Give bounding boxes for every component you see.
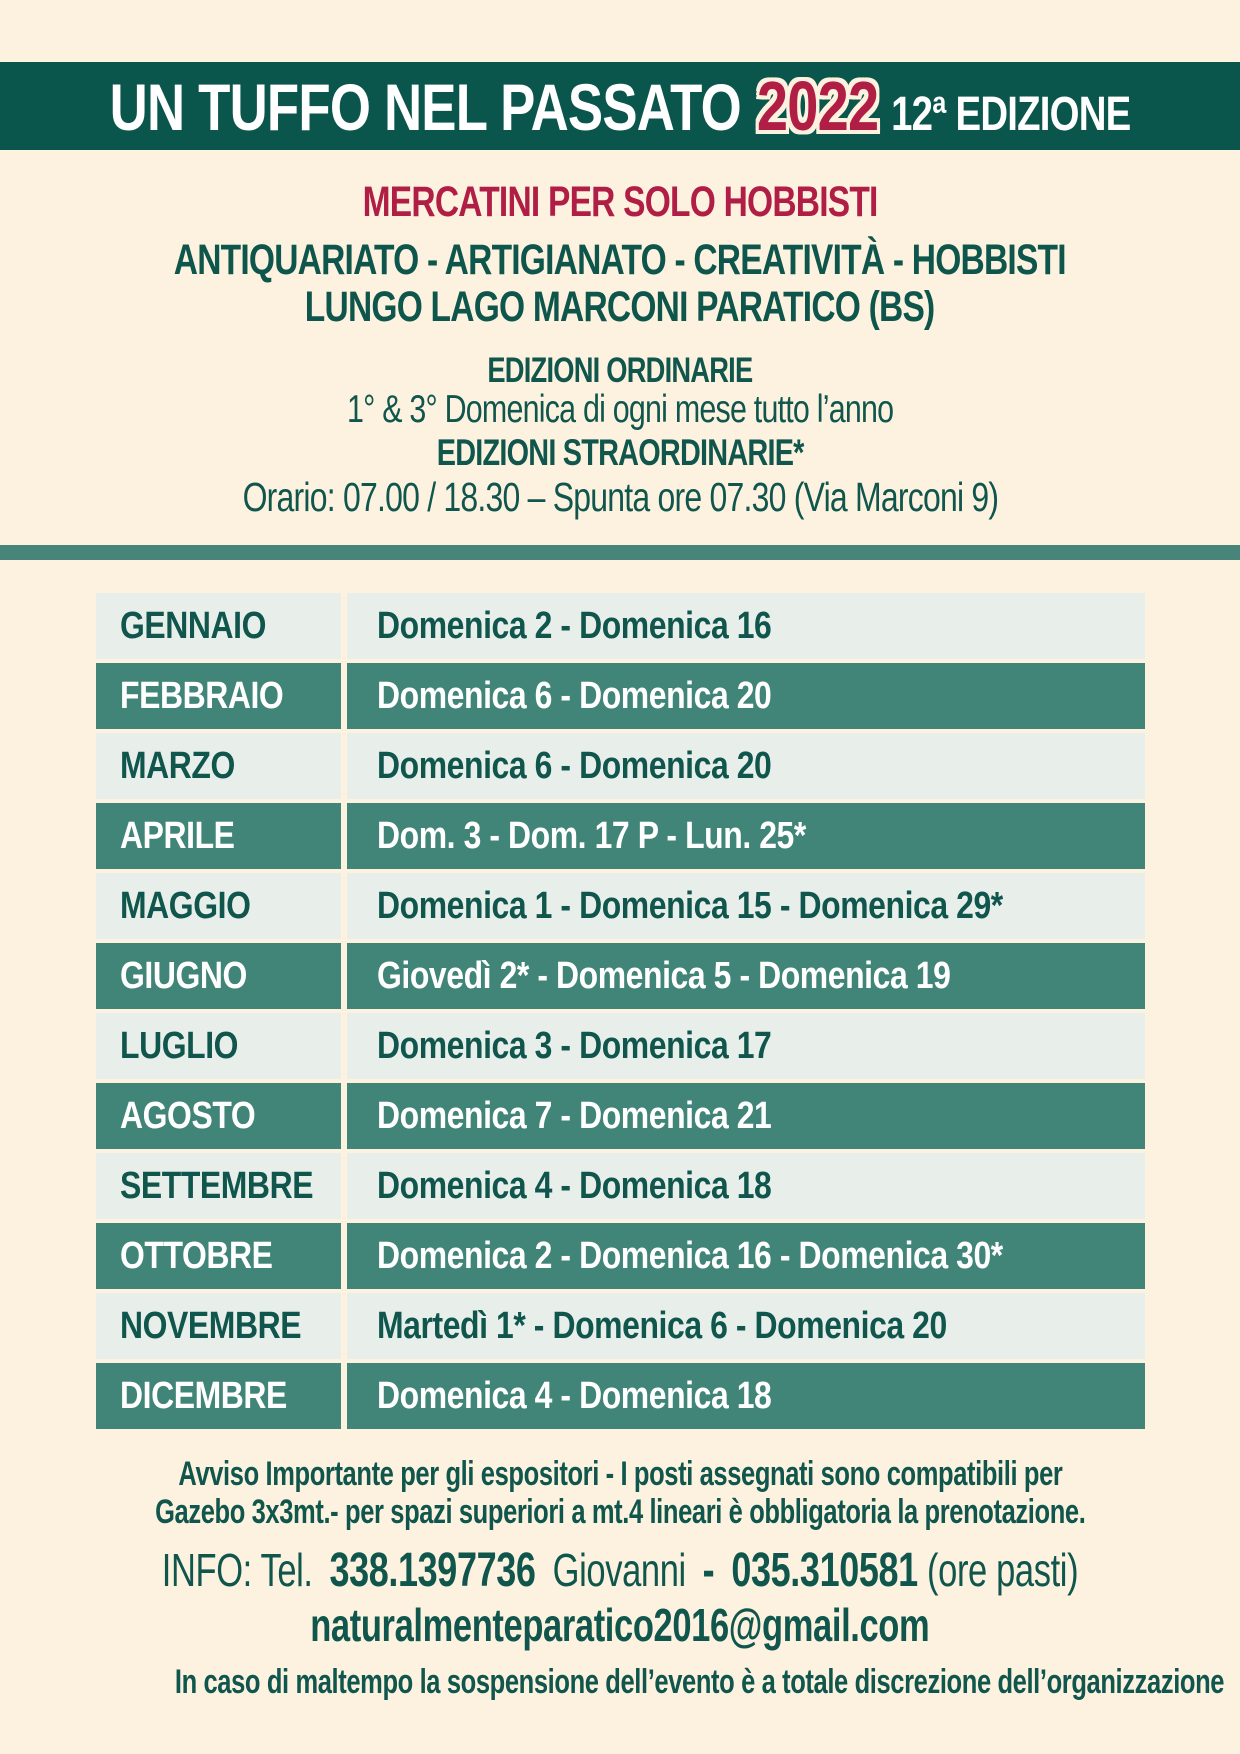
ordinary-editions-detail-text: 1° & 3° Domenica di ogni mese tutto l’anno (346, 388, 894, 431)
dates-cell (347, 1013, 1145, 1079)
dates-label: Domenica 1 - Domenica 15 - Domenica 29* (377, 884, 1003, 927)
dates-cell (347, 593, 1145, 659)
schedule-table (96, 593, 1145, 1429)
month-label: NOVEMBRE (120, 1304, 302, 1347)
month-cell (96, 593, 341, 659)
divider-bar (0, 545, 1240, 560)
extraordinary-editions-title (0, 432, 1240, 474)
dates-label: Domenica 3 - Domenica 17 (377, 1024, 772, 1067)
event-title: UN TUFFO NEL PASSATO (109, 70, 741, 144)
event-location (0, 283, 1240, 332)
dates-label: Dom. 3 - Dom. 17 P - Lun. 25* (377, 814, 806, 857)
event-year: 2022 (756, 67, 879, 145)
opening-hours (0, 474, 1240, 521)
month-label: MARZO (120, 744, 235, 787)
dates-cell (347, 1083, 1145, 1149)
dates-cell (347, 943, 1145, 1009)
event-subtitle-text: MERCATINI PER SOLO HOBBISTI (362, 178, 878, 226)
exhibitor-notice-line2 (0, 1493, 1240, 1532)
month-label: FEBBRAIO (120, 674, 284, 717)
phone-number-1: 338.1397736 (329, 1544, 536, 1597)
month-cell (96, 1153, 341, 1219)
month-cell (96, 1363, 341, 1429)
dates-cell (347, 1363, 1145, 1429)
exhibitor-notice-line1 (0, 1455, 1240, 1494)
contact-name: Giovanni (552, 1544, 686, 1596)
dates-label: Domenica 4 - Domenica 18 (377, 1164, 772, 1207)
month-cell (96, 873, 341, 939)
month-label: DICEMBRE (120, 1374, 287, 1417)
phone-2-note: (ore pasti) (927, 1544, 1079, 1596)
dates-label: Giovedì 2* - Domenica 5 - Domenica 19 (377, 954, 951, 997)
contact-info-group (162, 1543, 1078, 1598)
opening-hours-text: Orario: 07.00 / 18.30 – Spunta ore 07.30 (Via Marconi 9) (242, 474, 998, 520)
event-location-text: LUNGO LAGO MARCONI PARATICO (BS) (305, 283, 935, 331)
dates-label: Domenica 2 - Domenica 16 - Domenica 30* (377, 1234, 1003, 1277)
exhibitor-notice-line2-text: Gazebo 3x3mt.- per spazi superiori a mt.4 lineari è obbligatoria la prenotazione. (155, 1493, 1086, 1531)
month-label: GIUGNO (120, 954, 247, 997)
dates-label: Domenica 6 - Domenica 20 (377, 744, 772, 787)
month-cell (96, 663, 341, 729)
header-band (0, 62, 1240, 150)
month-label: SETTEMBRE (120, 1164, 314, 1207)
header-title-group (110, 66, 1131, 146)
event-categories-text: ANTIQUARIATO - ARTIGIANATO - CREATIVITÀ - HOBBISTI (173, 236, 1067, 284)
ordinary-editions-detail (0, 388, 1240, 432)
month-label: GENNAIO (120, 604, 267, 647)
contact-info-line (0, 1543, 1240, 1598)
dates-label: Domenica 2 - Domenica 16 (377, 604, 772, 647)
month-cell (96, 1083, 341, 1149)
dates-cell (347, 1293, 1145, 1359)
month-cell (96, 1293, 341, 1359)
month-label: LUGLIO (120, 1024, 239, 1067)
event-subtitle (0, 178, 1240, 227)
month-cell (96, 943, 341, 1009)
contact-email (0, 1598, 1240, 1652)
dates-cell (347, 1153, 1145, 1219)
month-cell (96, 733, 341, 799)
dates-cell (347, 873, 1145, 939)
dates-cell (347, 803, 1145, 869)
extraordinary-editions-title-text: EDIZIONI STRAORDINARIE* (436, 432, 804, 473)
month-label: APRILE (120, 814, 235, 857)
phone-number-2: 035.310581 (731, 1544, 918, 1597)
event-edition: 12ª EDIZIONE (891, 88, 1131, 141)
dates-cell (347, 733, 1145, 799)
month-label: MAGGIO (120, 884, 251, 927)
contact-email-text: naturalmenteparatico2016@gmail.com (310, 1599, 930, 1651)
dates-label: Domenica 6 - Domenica 20 (377, 674, 772, 717)
phone-separator: - (702, 1544, 715, 1597)
dates-cell (347, 1223, 1145, 1289)
dates-label: Domenica 7 - Domenica 21 (377, 1094, 772, 1137)
info-prefix: INFO: Tel. (161, 1544, 313, 1596)
ordinary-editions-title-text: EDIZIONI ORDINARIE (487, 351, 753, 390)
exhibitor-notice-line1-text: Avviso Importante per gli espositori - I posti assegnati sono compatibili per (177, 1455, 1063, 1493)
weather-disclaimer (0, 1663, 1240, 1702)
month-cell (96, 1223, 341, 1289)
event-categories (0, 236, 1240, 285)
month-cell (96, 803, 341, 869)
month-cell (96, 1013, 341, 1079)
dates-label: Martedì 1* - Domenica 6 - Domenica 20 (377, 1304, 947, 1347)
dates-cell (347, 663, 1145, 729)
month-label: OTTOBRE (120, 1234, 273, 1277)
dates-label: Domenica 4 - Domenica 18 (377, 1374, 772, 1417)
month-label: AGOSTO (120, 1094, 256, 1137)
weather-disclaimer-text: In caso di maltempo la sospensione dell’evento è a totale discrezione dell’organizzazione (174, 1663, 1225, 1701)
ordinary-editions-title (0, 351, 1240, 391)
